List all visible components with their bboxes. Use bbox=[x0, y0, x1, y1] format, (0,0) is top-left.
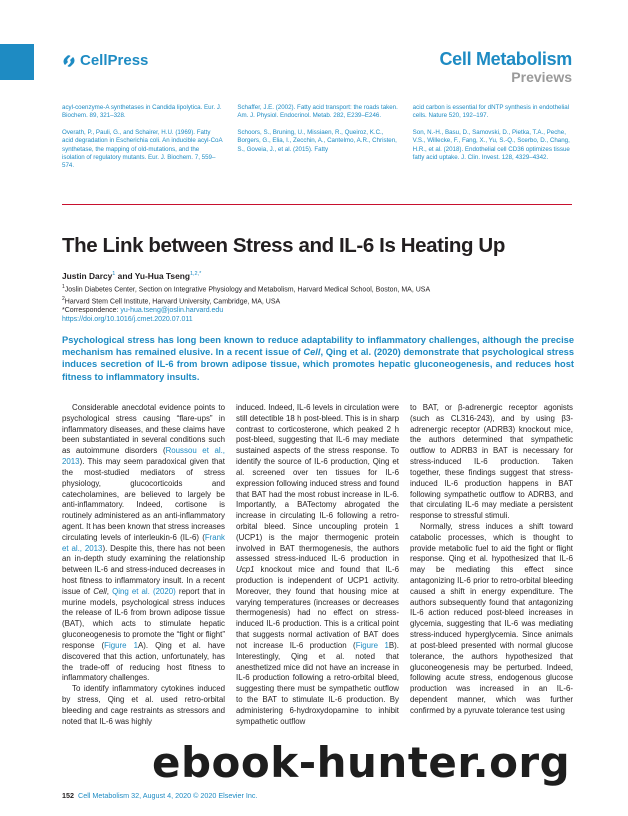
body-paragraph: To identify inflammatory cytokines induced by stress, Qing et al. used retro-orbital bleeding and cage restraints as stressors and noted that IL-6 was highly bbox=[62, 684, 225, 726]
body-text: ). This may seem paradoxical given that the most-studied mediators of stress physiology, glucocorticoids and catecholamines, are believed to largely be anti-inflammatory. Indeed, cortisone is routinely administered as an anti-inflammatory agent. It has been known that stress increases circulating levels of interleukin-6 (IL-6) ( bbox=[62, 457, 225, 542]
body-paragraph: Normally, stress induces a shift toward catabolic processes, which is thought to provide metabolic fuel to aid the fight or flight response. Qing et al. hypothesized that IL-6 may be mediating this effect since antagonizing IL-6 prior to retro-orbital bleeding caused a shift in energy expenditure. The authors subsequently found that antagonizing IL-6 action reduced post-bleed increases in glycemia, suggesting that IL-6 was mediating stress-induced hyperglycemia. Since animals at post-bleed presented with normal glucose tolerance, the authors hypothesized that gluconeogenesis may be perturbed. Indeed, following acute stress, endogenous glucose production was increased in an IL-6-dependent manner, which was further confirmed by a pyruvate tolerance test using bbox=[410, 521, 573, 715]
page-footer bbox=[62, 791, 258, 800]
author-name[interactable]: Justin Darcy bbox=[62, 271, 113, 281]
reference-item[interactable]: acid carbon is essential for dNTP synthesis in endothelial cells. Nature 520, 192–197. bbox=[412, 104, 570, 120]
body-column-3 bbox=[410, 403, 573, 727]
reference-list bbox=[62, 104, 574, 179]
footer-citation[interactable]: Cell Metabolism 32, August 4, 2020 © 2020 Elsevier Inc. bbox=[78, 791, 258, 800]
abstract-text: Psychological stress has long been known to reduce adaptability to inflammatory challenges, although the precise mechanism has remained elusive. In a recent issue of bbox=[62, 335, 574, 358]
affiliation-marker: 1 bbox=[62, 284, 65, 290]
reference-column-1 bbox=[62, 104, 223, 179]
affiliation-marker: 2 bbox=[62, 295, 65, 302]
citation-link[interactable]: Frank et al., 2013 bbox=[62, 532, 225, 553]
body-text: B). Interestingly, Qing et al. noted that anesthetized mice did not have an increase in IL-6 production following a retro-orbital bleed, suggesting there must be sympathetic outflow to the BAT to stimulate IL-6 production. By administering 6-hydroxydopamine to inhibit sympathetic outflow bbox=[236, 640, 399, 726]
gene-name-italic: Ucp1 bbox=[236, 565, 255, 575]
reference-item[interactable]: Son, N.-H., Basu, D., Samovski, D., Pietka, T.A., Peche, V.S., Willecke, F., Fang, X., Yu, S.-Q., Scerbo, D., Chang, H.R., et al. (2018). Endothelial cell CD36 optimizes tissue fatty acid uptake. J. Clin. Invest. 128, 4329–4342. bbox=[412, 128, 570, 162]
correspondence-line bbox=[62, 306, 430, 315]
abstract bbox=[62, 334, 574, 383]
body-text: knockout mice and found that IL-6 production is independent of UCP1 activity. Moreover, they found that housing mice at varying temperatures (increases or decreases thermogenesis) had no effect on stress-induced IL-6 production. This is a critical point that suggests normal activation of BAT does not increase IL-6 production ( bbox=[236, 565, 399, 650]
author-separator: and bbox=[115, 271, 135, 281]
body-text: induced. Indeed, IL-6 levels in circulation were still detectible 18 h post-bleed. This is in sharp contrast to corticosterone, which peaked 2 h post-bleed, suggesting that IL-6 may mediate sustained aspects of the stress response. To identify the source of IL-6 production, Qing et al. screened over ten tissues for IL-6 expression following induced stress and found that BAT had the most robust increase in IL-6. Importantly, a BATectomy abrogated the increase in circulating IL-6 following a retro-orbital bleed. Since uncoupling protein 1 (UCP1) is the major thermogenic protein involved in BAT thermogenesis, the authors assessed stress-induced IL-6 production in bbox=[236, 403, 399, 564]
body-text: , bbox=[106, 586, 113, 596]
cellpress-logo[interactable] bbox=[62, 52, 148, 69]
affiliation-line bbox=[62, 295, 430, 307]
reference-item[interactable]: acyl-coenzyme-A synthetases in Candida lipolytica. Eur. J. Biochem. 89, 321–328. bbox=[62, 104, 222, 120]
journal-header bbox=[439, 50, 572, 85]
body-paragraph bbox=[62, 403, 225, 684]
page-number: 152 bbox=[62, 791, 74, 800]
journal-section: Previews bbox=[511, 69, 572, 85]
correspondence-email-link[interactable]: yu-hua.tseng@joslin.harvard.edu bbox=[120, 307, 224, 315]
abstract-text: , Qing et al. (2020) demonstrate that psychological stress induces secretion of IL-6 from brown adipose tissue, which promotes hepatic gluconeogenesis, and reduces host fitness to inflammatory insults. bbox=[62, 347, 574, 382]
body-text: ). Despite this, there has not been an in-depth study examining the relationship between IL-6 and stress-induced decreases in host fitness to inflammatory insult. In a recent issue of bbox=[62, 543, 226, 596]
cellpress-logo-text: CellPress bbox=[80, 52, 149, 69]
article-body bbox=[62, 403, 574, 727]
body-column-2 bbox=[236, 403, 399, 727]
reference-item[interactable]: Overath, P., Pauli, G., and Schairer, H.U. (1969). Fatty acid degradation in Escherichia coli. An inducible acyl-CoA synthetase, the mapping of old-mutations, and the isolation of regulatory mutants. Eur. J. Biochem. 7, 559–574. bbox=[62, 128, 223, 170]
author-affiliation-marker[interactable]: 1 bbox=[112, 271, 116, 278]
reference-column-2 bbox=[237, 104, 398, 179]
affiliations bbox=[62, 283, 430, 324]
doi-line bbox=[62, 315, 430, 324]
body-column-1 bbox=[62, 403, 225, 727]
body-paragraph bbox=[236, 403, 399, 727]
citation-link[interactable]: Qing et al. (2020) bbox=[112, 586, 176, 596]
watermark-text: ebook-hunter.org bbox=[152, 738, 571, 787]
affiliation-text: Harvard Stem Cell Institute, Harvard University, Cambridge, MA, USA bbox=[64, 297, 281, 305]
figure-link[interactable]: Figure 1 bbox=[104, 640, 138, 650]
header-accent-tab bbox=[0, 44, 34, 80]
author-name[interactable]: Yu-Hua Tseng bbox=[134, 271, 190, 281]
journal-name-italic: Cell bbox=[93, 586, 107, 596]
doi-link[interactable]: https://doi.org/10.1016/j.cmet.2020.07.011 bbox=[62, 316, 193, 324]
figure-link[interactable]: Figure 1 bbox=[355, 640, 389, 650]
correspondence-label: *Correspondence: bbox=[62, 307, 121, 315]
body-text: Considerable anecdotal evidence points to psychological stress causing “flare-ups” in inflammatory diseases, and these claims have been substantiated in several conditions such as autoimmune disorders ( bbox=[62, 403, 225, 456]
cellpress-logo-icon bbox=[62, 54, 76, 68]
article-title: The Link between Stress and IL-6 Is Heating Up bbox=[62, 234, 505, 257]
body-text: A). Qing et al. have discovered that this action, unfortunately, has the trade-off of reducing host fitness to inflammatory challenges. bbox=[62, 640, 226, 683]
abstract-journal-name: Cell bbox=[303, 347, 321, 358]
journal-name: Cell Metabolism bbox=[439, 49, 572, 69]
body-text: report that in murine models, psychological stress induces the release of IL-6 from brown adipose tissue (BAT), which acts to stimulate hepatic gluconeogenesis to promote the “fight or flight” response ( bbox=[62, 586, 225, 650]
reference-column-3 bbox=[413, 104, 574, 179]
section-divider bbox=[62, 204, 572, 205]
citation-link[interactable]: Roussou et al., 2013 bbox=[62, 446, 225, 467]
reference-item[interactable]: Schaffer, J.E. (2002). Fatty acid transport: the roads taken. Am. J. Physiol. Endocrinol. Metab. 282, E239–E246. bbox=[237, 104, 398, 120]
author-affiliation-marker[interactable]: 1,2,* bbox=[189, 271, 202, 278]
affiliation-text: Joslin Diabetes Center, Section on Integrative Physiology and Metabolism, Harvard Medical School, Boston, MA, USA bbox=[64, 286, 431, 294]
author-line bbox=[62, 271, 201, 281]
affiliation-line bbox=[62, 283, 430, 295]
reference-item[interactable]: Schoors, S., Bruning, U., Missiaen, R., Queiroz, K.C., Borgers, G., Elia, I., Zecchin, A., Cantelmo, A.R., Christen, S., Goveia, J., et al. (2015). Fatty bbox=[237, 128, 397, 153]
body-paragraph: to BAT, or β-adrenergic receptor agonists (such as CL316-243), and by using β3-adrenergic receptor (ADRB3) knockout mice, the authors determined that sympathetic outflow to ADRB3 in BAT is necessary for stress-induced IL-6 production. Taken together, these findings suggest that stress-induced IL-6 production happens in BAT following sympathetic outflow to ADRB3, and that circulating IL-6 may mediate a persistent response to stressful stimuli. bbox=[410, 403, 573, 521]
